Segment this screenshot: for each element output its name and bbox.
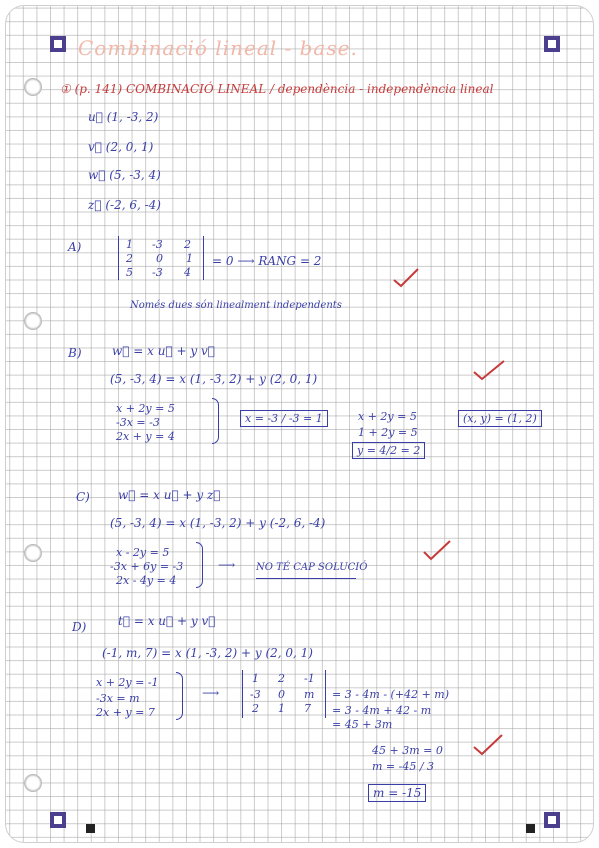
vector-w: w⃗ (5, -3, 4)	[88, 168, 161, 182]
matrix-cell: -1	[304, 672, 315, 685]
matrix-cell: 0	[156, 252, 163, 265]
binder-hole	[24, 312, 42, 330]
matrix-cell: -3	[152, 266, 163, 279]
y-solution-box: y = 4/2 = 2	[352, 442, 425, 459]
binder-hole	[24, 544, 42, 562]
matrix-cell: 0	[278, 688, 285, 701]
system-brace	[196, 542, 203, 588]
part-b-components: (5, -3, 4) = x (1, -3, 2) + y (2, 0, 1)	[110, 372, 318, 386]
part-b-label: B)	[68, 346, 82, 360]
matrix-cell: 7	[304, 702, 311, 715]
arrow-icon: ⟶	[202, 686, 220, 700]
part-a-conclusion: Només dues són linealment independents	[130, 300, 342, 311]
matrix-cell: -3	[152, 238, 163, 251]
matrix-cell: -3	[250, 688, 261, 701]
vector-u: u⃗ (1, -3, 2)	[88, 110, 159, 124]
calc-row: = 45 + 3m	[332, 718, 393, 731]
arrow-icon: ⟶	[218, 558, 236, 572]
binder-hole	[24, 78, 42, 96]
system-row: x + 2y = 5	[116, 402, 175, 415]
binder-hole	[24, 774, 42, 792]
answer-underline	[256, 578, 356, 579]
system-row: x - 2y = 5	[116, 546, 170, 559]
solve-row: m = -45 / 3	[372, 760, 435, 773]
scan-marker-left	[86, 824, 95, 833]
matrix-cell: 1	[126, 238, 133, 251]
check-mark-icon	[392, 266, 420, 290]
matrix-cell: 2	[278, 672, 285, 685]
substitution-row: 1 + 2y = 5	[358, 426, 418, 439]
matrix-cell: 5	[126, 266, 133, 279]
vector-v: v⃗ (2, 0, 1)	[88, 140, 154, 154]
part-d-label: D)	[72, 620, 87, 634]
system-row: -3x + 6y = -3	[110, 560, 184, 573]
check-mark-icon	[422, 538, 452, 562]
system-row: -3x = -3	[116, 416, 160, 429]
system-row: 2x + y = 4	[116, 430, 175, 443]
part-d-components: (-1, m, 7) = x (1, -3, 2) + y (2, 0, 1)	[102, 646, 313, 660]
matrix-cell: 2	[252, 702, 259, 715]
matrix-cell: 1	[278, 702, 285, 715]
matrix-cell: 2	[126, 252, 133, 265]
calc-row: = 3 - 4m + 42 - m	[332, 704, 432, 717]
part-d-answer: m = -15	[368, 784, 426, 802]
part-d-equation: t⃗ = x u⃗ + y v⃗	[118, 614, 216, 628]
system-row: 2x + y = 7	[96, 706, 155, 719]
vector-z: z⃗ (-2, 6, -4)	[88, 198, 161, 212]
part-a-label: A)	[68, 240, 82, 254]
system-brace	[212, 398, 219, 444]
page-title: Combinació lineal - base.	[78, 36, 358, 60]
system-brace	[176, 672, 183, 720]
system-row: -3x = m	[96, 692, 140, 705]
corner-marker-top-left	[50, 36, 66, 52]
system-row: 2x - 4y = 4	[116, 574, 177, 587]
corner-marker-top-right	[544, 36, 560, 52]
calc-row: = 3 - 4m - (+42 + m)	[332, 688, 449, 701]
system-row: x + 2y = -1	[96, 676, 159, 689]
matrix-cell: 2	[184, 238, 191, 251]
solve-row: 45 + 3m = 0	[372, 744, 443, 757]
part-c-label: C)	[76, 490, 90, 504]
check-mark-icon	[472, 358, 506, 382]
rank-result: = 0 ⟶ RANG = 2	[212, 254, 322, 268]
part-c-answer: NO TÉ CAP SOLUCIÓ	[256, 562, 368, 573]
substitution-row: x + 2y = 5	[358, 410, 417, 423]
matrix-cell: 4	[184, 266, 191, 279]
part-c-components: (5, -3, 4) = x (1, -3, 2) + y (-2, 6, -4)	[110, 516, 326, 530]
matrix-cell: 1	[252, 672, 259, 685]
part-b-answer: (x, y) = (1, 2)	[458, 410, 542, 427]
corner-marker-bottom-left	[50, 812, 66, 828]
matrix-cell: m	[304, 688, 315, 701]
part-b-equation: w⃗ = x u⃗ + y v⃗	[112, 344, 215, 358]
matrix-cell: 1	[186, 252, 193, 265]
part-c-equation: w⃗ = x u⃗ + y z⃗	[118, 488, 221, 502]
exercise-header: ① (p. 141) COMBINACIÓ LINEAL / dependència - independència lineal	[60, 82, 494, 96]
notebook-page	[6, 6, 593, 842]
x-solution-box: x = -3 / -3 = 1	[240, 410, 328, 427]
check-mark-icon	[472, 732, 504, 758]
corner-marker-bottom-right	[544, 812, 560, 828]
scan-marker-right	[526, 824, 535, 833]
